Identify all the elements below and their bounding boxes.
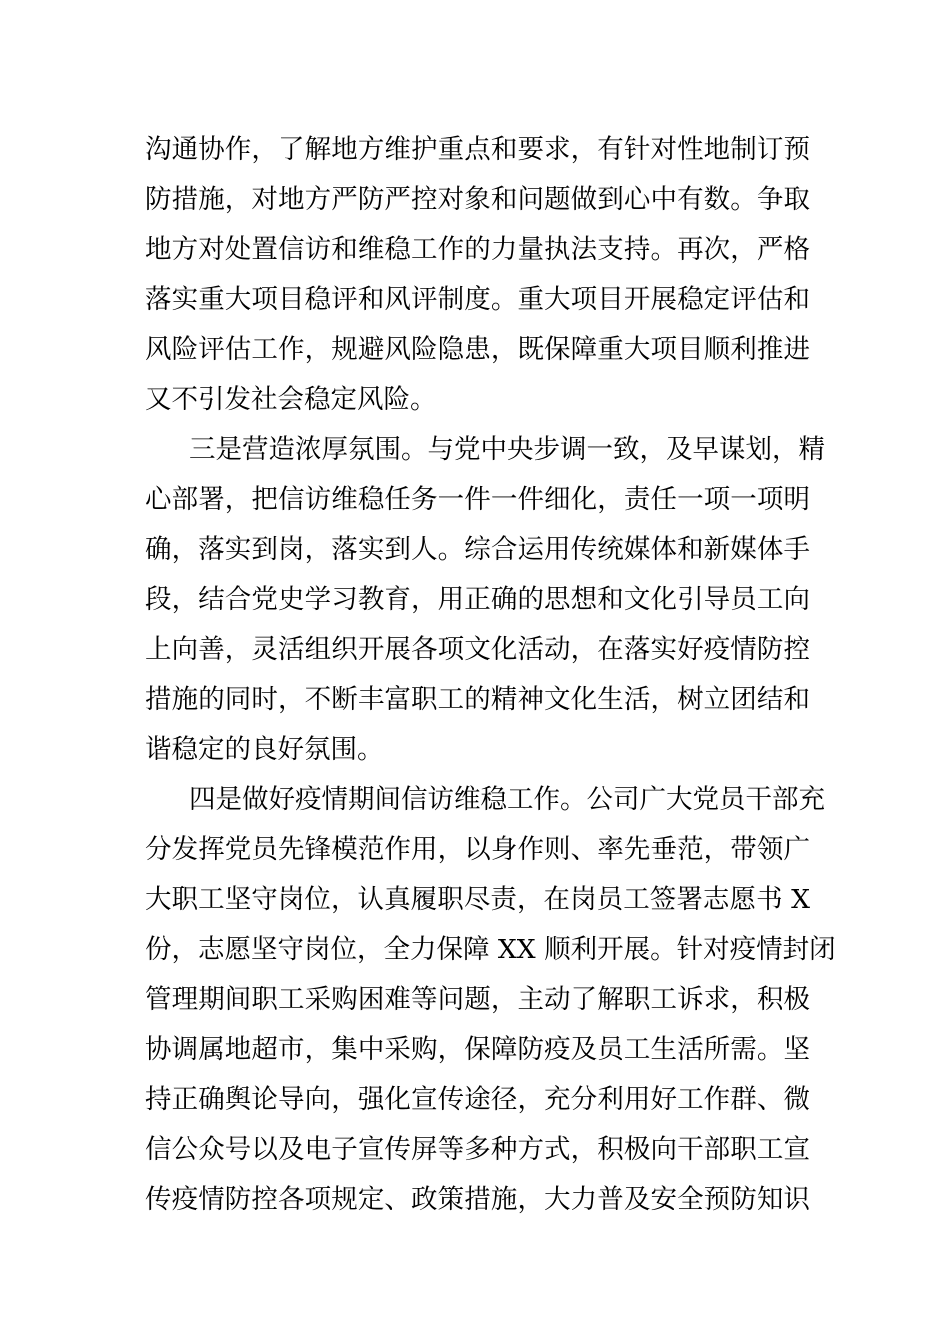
paragraph-line: 确，落实到岗，落实到人。综合运用传统媒体和新媒体手 <box>145 534 810 565</box>
paragraph-line: 上向善，灵活组织开展各项文化活动，在落实好疫情防控 <box>145 634 810 665</box>
paragraph-line: 沟通协作，了解地方维护重点和要求，有针对性地制订预 <box>145 134 810 165</box>
paragraph-line: 又不引发社会稳定风险。 <box>145 384 437 415</box>
paragraph-line: 分发挥党员先锋模范作用，以身作则、率先垂范，带领广 <box>145 834 810 865</box>
paragraph-line: 持正确舆论导向，强化宣传途径，充分利用好工作群、微 <box>145 1084 810 1115</box>
paragraph-line: 落实重大项目稳评和风评制度。重大项目开展稳定评估和 <box>145 284 810 315</box>
paragraph-line: 传疫情防控各项规定、政策措施，大力普及安全预防知识 <box>145 1184 810 1215</box>
paragraph-line: 地方对处置信访和维稳工作的力量执法支持。再次，严格 <box>145 234 810 265</box>
paragraph-line: 管理期间职工采购困难等问题，主动了解职工诉求，积极 <box>145 984 810 1015</box>
paragraph-line: 协调属地超市，集中采购，保障防疫及员工生活所需。坚 <box>145 1034 810 1065</box>
paragraph-line: 措施的同时，不断丰富职工的精神文化生活，树立团结和 <box>145 684 810 715</box>
paragraph-line: 心部署，把信访维稳任务一件一件细化，责任一项一项明 <box>145 484 810 515</box>
paragraph-line: 段，结合党史学习教育，用正确的思想和文化引导员工向 <box>145 584 810 615</box>
paragraph-line: 四是做好疫情期间信访维稳工作。公司广大党员干部充 <box>189 784 825 815</box>
paragraph-line: 三是营造浓厚氛围。与党中央步调一致，及早谋划，精 <box>189 434 825 465</box>
paragraph-line: 大职工坚守岗位，认真履职尽责，在岗员工签署志愿书 X <box>145 884 810 915</box>
paragraph-line: 谐稳定的良好氛围。 <box>145 734 384 765</box>
paragraph-line: 防措施，对地方严防严控对象和问题做到心中有数。争取 <box>145 184 810 215</box>
paragraph-line: 风险评估工作，规避风险隐患，既保障重大项目顺利推进 <box>145 334 810 365</box>
paragraph-line: 份，志愿坚守岗位，全力保障 XX 顺利开展。针对疫情封闭 <box>145 934 836 965</box>
paragraph-line: 信公众号以及电子宣传屏等多种方式，积极向干部职工宣 <box>145 1134 810 1165</box>
